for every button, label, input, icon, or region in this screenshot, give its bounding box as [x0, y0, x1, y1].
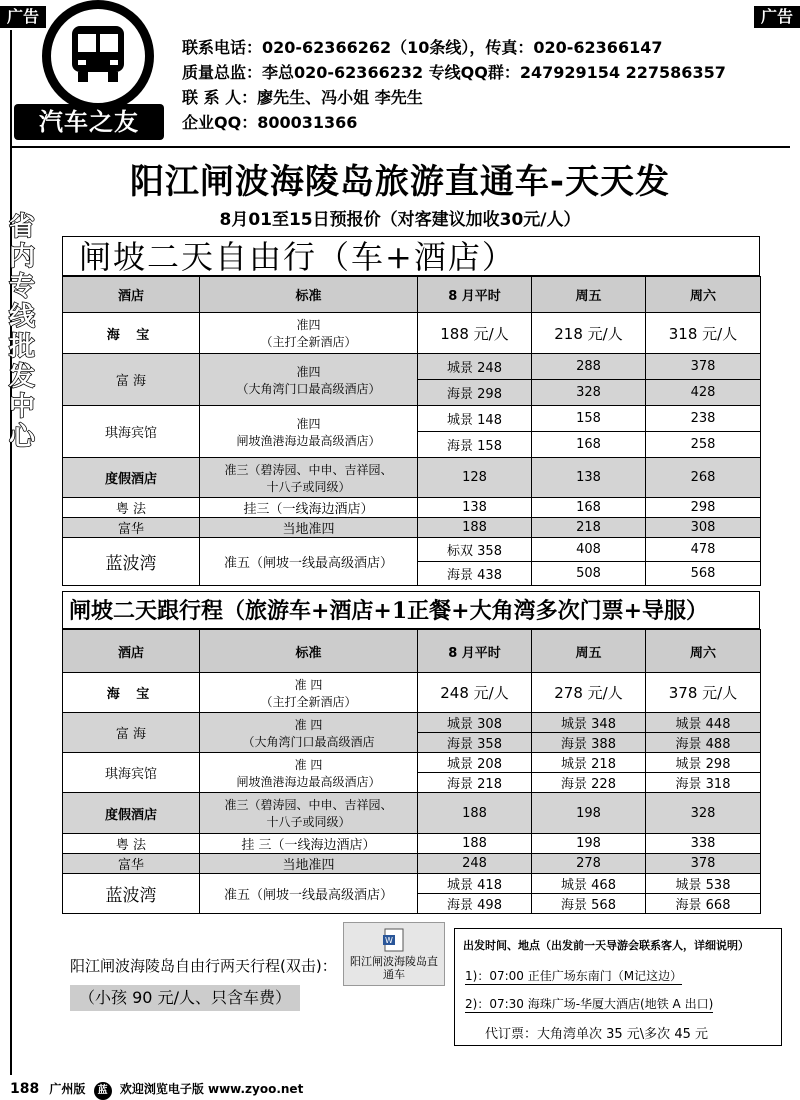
price: 海景 298	[418, 380, 532, 406]
price: 海景 218	[418, 773, 532, 793]
hotel-standard: 挂三（一线海边酒店）	[200, 498, 418, 518]
price: 568	[646, 562, 761, 586]
price: 198	[532, 793, 646, 834]
price: 318 元/人	[646, 313, 761, 354]
table-row	[63, 834, 761, 854]
price: 海景 228	[532, 773, 646, 793]
price: 378	[646, 354, 761, 380]
hotel-name: 富华	[63, 518, 200, 538]
price: 城景 208	[418, 753, 532, 773]
table-row	[63, 354, 761, 380]
col-friday: 周五	[532, 630, 646, 673]
col-friday: 周五	[532, 277, 646, 313]
departure-title: 出发时间、地点（出发前一天导游会联系客人，详细说明）	[463, 939, 749, 952]
price: 298	[646, 498, 761, 518]
departure-line-2: 2)：07:30 海珠广场-华厦大酒店(地铁 A 出口)	[465, 997, 714, 1011]
table-row	[63, 518, 761, 538]
itinerary-link[interactable]: 阳江闸波海陵岛自由行两天行程(双击)：	[70, 957, 337, 975]
hotel-name: 富 海	[63, 354, 200, 406]
side-char: 批	[8, 332, 35, 362]
word-document-icon	[381, 927, 407, 953]
side-char: 心	[8, 422, 35, 452]
col-weekday: 8 月平时	[418, 630, 532, 673]
ticket-info: 代订票：大角湾单次 35 元\多次 45 元	[485, 1027, 708, 1042]
price: 138	[418, 498, 532, 518]
col-saturday: 周六	[646, 630, 761, 673]
hotel-name: 粤 法	[63, 834, 200, 854]
side-char: 省	[8, 212, 35, 242]
hotel-standard: 当地准四	[200, 854, 418, 874]
hotel-standard: 准四 （大角湾门口最高级酒店）	[200, 354, 418, 406]
price: 478	[646, 538, 761, 562]
page-number: 188	[10, 1081, 40, 1097]
price: 海景 668	[646, 894, 761, 914]
page-title: 阳江闸波海陵岛旅游直通车-天天发	[129, 162, 671, 202]
hotel-standard: 准三（碧涛园、中申、吉祥园、 十八子或同级）	[200, 793, 418, 834]
price: 288	[532, 354, 646, 380]
price: 城景 448	[646, 713, 761, 733]
hotel-name: 度假酒店	[63, 458, 200, 498]
table-row	[63, 874, 761, 894]
side-char: 专	[8, 272, 35, 302]
price: 城景 538	[646, 874, 761, 894]
price: 138	[532, 458, 646, 498]
price: 海景 488	[646, 733, 761, 753]
price: 378	[646, 854, 761, 874]
price: 268	[646, 458, 761, 498]
price: 128	[418, 458, 532, 498]
hotel-standard: 准 四 闸坡渔港海边最高级酒店）	[200, 753, 418, 793]
contact-quality: 质量总监：李总020-62366232 专线QQ群：247929154 227586357	[182, 63, 726, 82]
hotel-standard: 准五（闸坡一线最高级酒店）	[200, 874, 418, 914]
hotel-standard: 准 四 （主打全新酒店）	[200, 673, 418, 713]
table1-title: 闸坡二天自由行（车+酒店）	[62, 236, 760, 276]
hotel-name: 琪海宾馆	[63, 753, 200, 793]
footer-url[interactable]: 欢迎浏览电子版 www.zyoo.net	[119, 1082, 304, 1096]
page-subtitle: 8月01至15日预报价（对客建议加收30元/人）	[219, 210, 581, 230]
price: 238	[646, 406, 761, 432]
price: 248	[418, 854, 532, 874]
price: 城景 308	[418, 713, 532, 733]
table-row	[63, 854, 761, 874]
table2	[62, 629, 761, 914]
price: 城景 468	[532, 874, 646, 894]
price: 海景 388	[532, 733, 646, 753]
col-hotel: 酒店	[63, 277, 200, 313]
price: 328	[532, 380, 646, 406]
departure-info-box	[454, 928, 782, 1046]
hotel-standard: 准五（闸坡一线最高级酒店）	[200, 538, 418, 586]
footer-logo-icon: 蓝	[94, 1082, 112, 1100]
price: 188 元/人	[418, 313, 532, 354]
price: 168	[532, 498, 646, 518]
contact-phone: 联系电话：020-62366262（10条线），传真：020-62366147	[182, 38, 663, 57]
price: 378 元/人	[646, 673, 761, 713]
hotel-name: 海 宝	[63, 673, 200, 713]
price: 328	[646, 793, 761, 834]
side-char: 发	[8, 362, 35, 392]
table-header-row	[63, 630, 761, 673]
col-saturday: 周六	[646, 277, 761, 313]
price: 308	[646, 518, 761, 538]
contact-person: 联 系 人：廖先生、冯小姐 李先生	[182, 88, 423, 107]
table-row	[63, 538, 761, 562]
price: 408	[532, 538, 646, 562]
price: 198	[532, 834, 646, 854]
price: 城景 148	[418, 406, 532, 432]
hotel-name: 粤 法	[63, 498, 200, 518]
edition-label: 广州版	[49, 1082, 86, 1096]
document-attachment[interactable]	[343, 922, 445, 986]
price: 城景 348	[532, 713, 646, 733]
price: 168	[532, 432, 646, 458]
col-weekday: 8 月平时	[418, 277, 532, 313]
table-row	[63, 458, 761, 498]
hotel-name: 富华	[63, 854, 200, 874]
departure-line-1: 1)：07:00 正佳广场东南门（M记这边）	[465, 969, 683, 983]
price: 188	[418, 793, 532, 834]
hotel-standard: 准四 闸坡渔港海边最高级酒店）	[200, 406, 418, 458]
hotel-name: 蓝波湾	[63, 538, 200, 586]
price: 158	[532, 406, 646, 432]
side-char: 中	[8, 392, 35, 422]
hotel-name: 海 宝	[63, 313, 200, 354]
contact-qq: 企业QQ：800031366	[182, 113, 358, 132]
hotel-standard: 准四 （主打全新酒店）	[200, 313, 418, 354]
price: 338	[646, 834, 761, 854]
price: 188	[418, 518, 532, 538]
col-hotel: 酒店	[63, 630, 200, 673]
hotel-name: 琪海宾馆	[63, 406, 200, 458]
side-char: 内	[8, 242, 35, 272]
price: 海景 438	[418, 562, 532, 586]
col-standard: 标准	[200, 277, 418, 313]
svg-text:W: W	[385, 936, 393, 945]
table-row	[63, 793, 761, 834]
side-text	[0, 212, 44, 452]
price: 248 元/人	[418, 673, 532, 713]
price: 城景 418	[418, 874, 532, 894]
hotel-name: 度假酒店	[63, 793, 200, 834]
col-standard: 标准	[200, 630, 418, 673]
price: 278	[532, 854, 646, 874]
price: 城景 218	[532, 753, 646, 773]
price: 278 元/人	[532, 673, 646, 713]
price: 218 元/人	[532, 313, 646, 354]
ad-badge-left: 广告	[0, 6, 46, 28]
price: 海景 568	[532, 894, 646, 914]
footer	[10, 1080, 303, 1100]
price: 188	[418, 834, 532, 854]
table1	[62, 276, 761, 586]
table-header-row	[63, 277, 761, 313]
table-row	[63, 753, 761, 773]
price: 海景 318	[646, 773, 761, 793]
ad-badge-right: 广告	[754, 6, 800, 28]
kids-price-note: （小孩 90 元/人、只含车费）	[70, 985, 300, 1011]
hotel-standard: 挂 三（一线海边酒店）	[200, 834, 418, 854]
hotel-standard: 准 四 （大角湾门口最高级酒店	[200, 713, 418, 753]
hotel-standard: 准三（碧涛园、中申、吉祥园、 十八子或同级）	[200, 458, 418, 498]
logo-text: 汽车之友	[14, 104, 164, 140]
price: 258	[646, 432, 761, 458]
hotel-name: 蓝波湾	[63, 874, 200, 914]
header-divider	[10, 146, 790, 148]
price: 城景 298	[646, 753, 761, 773]
table-row	[63, 406, 761, 432]
table-row	[63, 313, 761, 354]
price: 218	[532, 518, 646, 538]
table-row	[63, 673, 761, 713]
price: 海景 498	[418, 894, 532, 914]
table-row	[63, 498, 761, 518]
side-char: 线	[8, 302, 35, 332]
price: 海景 358	[418, 733, 532, 753]
price: 城景 248	[418, 354, 532, 380]
hotel-name: 富 海	[63, 713, 200, 753]
price: 428	[646, 380, 761, 406]
table-row	[63, 713, 761, 733]
table2-title: 闸坡二天跟行程（旅游车+酒店+1正餐+大角湾多次门票+导服）	[62, 591, 760, 629]
price: 508	[532, 562, 646, 586]
document-name: 阳江闸波海陵岛直通车	[350, 955, 438, 981]
bus-icon	[66, 22, 130, 86]
price: 海景 158	[418, 432, 532, 458]
hotel-standard: 当地准四	[200, 518, 418, 538]
price: 标双 358	[418, 538, 532, 562]
